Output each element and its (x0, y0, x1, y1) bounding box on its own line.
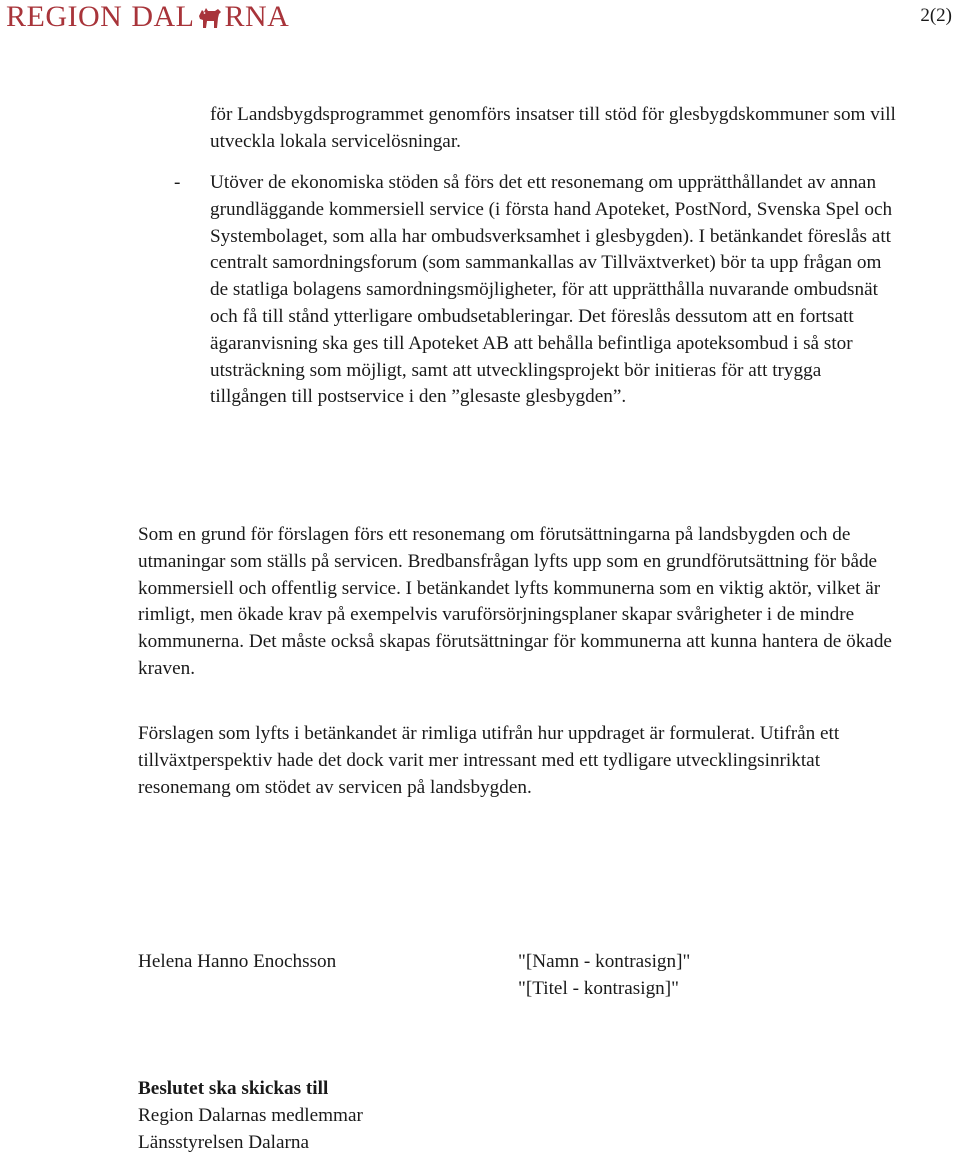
bullet-dash: - (174, 172, 181, 193)
distribution-heading: Beslutet ska skickas till (138, 1078, 329, 1099)
logo-word-dalarna-start: DAL (131, 0, 195, 33)
distribution-list (138, 1075, 363, 1156)
signature-left (138, 948, 336, 975)
continuation-text: för Landsbygdsprogrammet genomförs insatser till stöd för glesbygdskommuner som vill utveckla lokala servicelösningar. (210, 104, 896, 152)
logo-word-dalarna (131, 0, 289, 34)
logo-word-dalarna-end: RNA (224, 0, 290, 33)
distribution-recipient: Region Dalarnas medlemmar (138, 1105, 363, 1126)
distribution-recipient: Länsstyrelsen Dalarna (138, 1132, 310, 1153)
logo-word-region: REGION (6, 0, 123, 33)
signer-name: Helena Hanno Enochsson (138, 951, 337, 972)
paragraph-assessment: Förslagen som lyfts i betänkandet är rimliga utifrån hur uppdraget är formulerat. Utifrån ett tillväxtperspektiv hade det dock varit mer intressant med ett tydligare utvecklingsinriktat resonemang om stödet av servicen på landsbygden. (138, 723, 840, 798)
signature-right (518, 948, 690, 1002)
region-dalarna-logo (6, 0, 289, 34)
bullet-text: Utöver de ekonomiska stöden så förs det ett resonemang om upprätthållandet av annan grundläggande kommersiell service (i första hand Apoteket, PostNord, Svenska Spel och Systembolaget, som alla har ombudsverksamhet i glesbygden). I betänkandet föreslås att centralt samordningsforum (som sammankallas av Tillväxtverket) bör ta upp frågan om de statliga bolagens samordningsmöjligheter, för att upprätthålla nuvarande ombudsnät och få till stånd ytterligare ombudsetableringar. Det föreslås dessutom att en fortsatt ägaranvisning ska ges till Apoteket AB att behålla befintliga apoteksombud i så stor utsträckning som möjligt, samt att utvecklingsprojekt bör initieras för att trygga tillgången till postservice i den ”glesaste glesbygden”. (210, 172, 893, 408)
dala-horse-icon (195, 4, 223, 30)
countersign-title: "[Titel - kontrasign]" (518, 978, 679, 999)
paragraph-conditions: Som en grund för förslagen förs ett resonemang om förutsättningarna på landsbygden och de utmaningar som ställs på servicen. Bredbansfrågan lyfts upp som en grundförutsättning för både kommersiell och offentlig service. I betänkandet lyfts kommunerna som en viktig aktör, vilket är rimligt, men ökade krav på exempelvis varuförsörjningsplaner skapar svårigheter i de mindre kommunerna. Det måste också skapas förutsättningar för kommunerna att kunna hantera de ökade kraven. (138, 524, 892, 679)
page-number: 2(2) (920, 5, 952, 26)
countersign-name: "[Namn - kontrasign]" (518, 951, 691, 972)
